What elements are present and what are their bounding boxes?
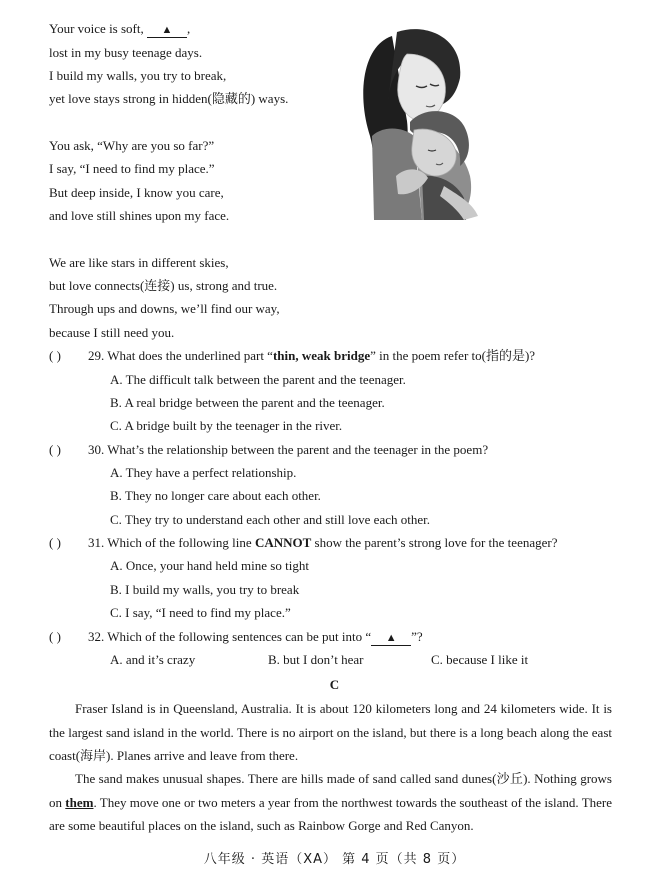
answer-parentheses[interactable]: ( )	[49, 629, 61, 644]
poem-line: lost in my busy teenage days.	[49, 45, 203, 60]
poem-line: I say, “I need to find my place.”	[49, 161, 215, 176]
option-c[interactable]: C. A bridge built by the teenager in the river.	[110, 418, 343, 433]
option-a[interactable]: A. They have a perfect relationship.	[110, 465, 297, 480]
answer-parentheses[interactable]: ( )	[49, 442, 61, 457]
page-footer: 八年级 · 英语（XA） 第 4 页（共 8 页）	[203, 852, 466, 867]
poem-line: But deep inside, I know you care,	[49, 185, 224, 200]
poem-line: You ask, “Why are you so far?”	[49, 138, 215, 153]
poem-line: but love connects(连接) us, strong and true.	[49, 278, 278, 293]
poem-line: Your voice is soft, ▲ ,	[49, 21, 191, 36]
option-a[interactable]: A. and it’s crazy	[110, 652, 196, 667]
answer-parentheses[interactable]: ( )	[49, 348, 61, 363]
passage-paragraph: Fraser Island is in Queensland, Australia. It is about 120 kilometers long and 24 kilometers wide. It is the largest sand island in the world. There is no airport on the island, but there is a long beach along the east coast(海岸). Planes arrive and leave from there.	[49, 701, 612, 763]
mother-child-illustration	[352, 26, 486, 220]
option-a[interactable]: A. The difficult talk between the parent and the teenager.	[110, 372, 406, 387]
answer-blank[interactable]: ▲	[147, 23, 187, 38]
question-32: 32. Which of the following sentences can be put into “ ▲ ”?	[88, 629, 423, 644]
question-30: 30. What’s the relationship between the parent and the teenager in the poem?	[88, 442, 489, 457]
poem-line: We are like stars in different skies,	[49, 255, 229, 270]
section-heading: C	[329, 677, 340, 692]
option-b[interactable]: B. They no longer care about each other.	[110, 488, 321, 503]
option-b[interactable]: B. I build my walls, you try to break	[110, 582, 300, 597]
option-c[interactable]: C. I say, “I need to find my place.”	[110, 605, 291, 620]
option-c[interactable]: C. because I like it	[431, 652, 529, 667]
option-a[interactable]: A. Once, your hand held mine so tight	[110, 558, 309, 573]
poem-line: I build my walls, you try to break,	[49, 68, 227, 83]
question-31: 31. Which of the following line CANNOT show the parent’s strong love for the teenager?	[88, 535, 558, 550]
poem-line: yet love stays strong in hidden(隐藏的) ways.	[49, 91, 289, 106]
poem-line: because I still need you.	[49, 325, 175, 340]
question-29: 29. What does the underlined part “thin, weak bridge” in the poem refer to(指的是)?	[88, 348, 536, 363]
option-c[interactable]: C. They try to understand each other and still love each other.	[110, 512, 430, 527]
option-b[interactable]: B. A real bridge between the parent and the teenager.	[110, 395, 385, 410]
passage-paragraph: The sand makes unusual shapes. There are hills made of sand called sand dunes(沙丘). Nothing grows on them. They move one or two meters a year from the northwest towards the southeast of the island. There are some beautiful places on the island, such as Rainbow Gorge and Red Canyon.	[49, 771, 613, 833]
answer-blank: ▲	[371, 631, 411, 646]
poem-line: Through ups and downs, we’ll find our way,	[49, 301, 280, 316]
poem-line: and love still shines upon my face.	[49, 208, 230, 223]
answer-parentheses[interactable]: ( )	[49, 535, 61, 550]
option-b[interactable]: B. but I don’t hear	[268, 652, 364, 667]
